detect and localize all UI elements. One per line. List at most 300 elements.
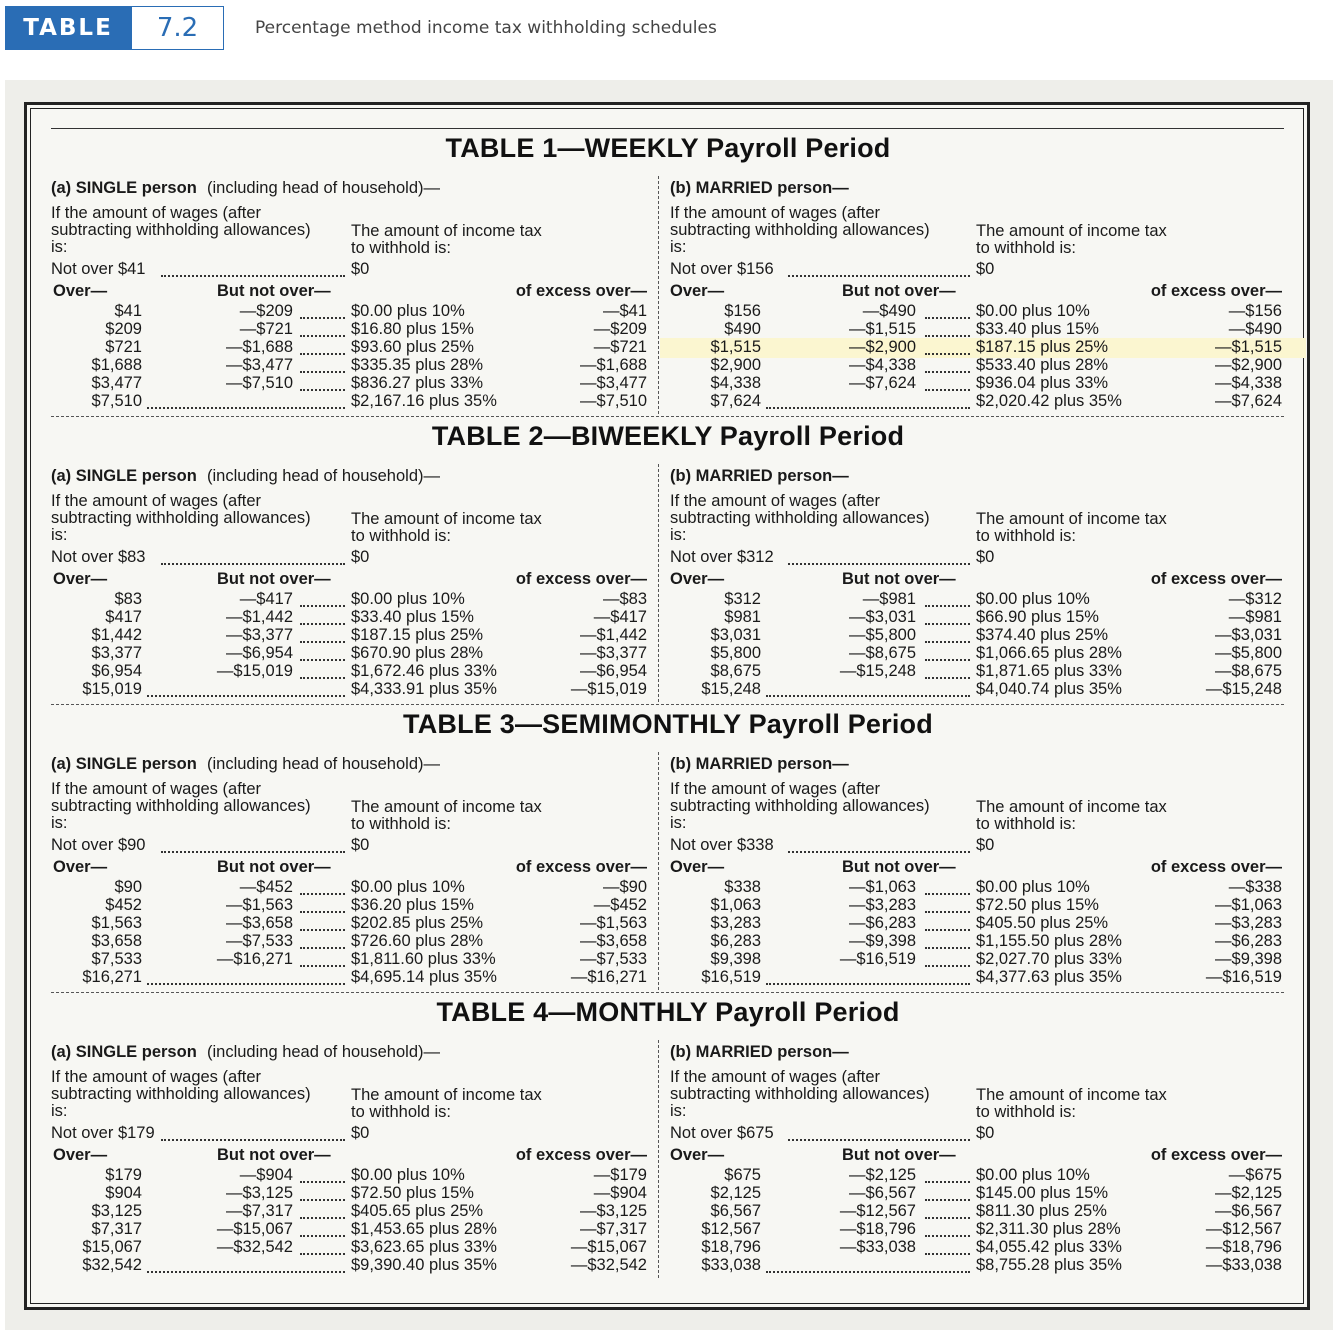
row-but-not-over: —$16,271 <box>216 950 293 968</box>
dot-leader <box>766 983 970 985</box>
row-over: $675 <box>724 1166 761 1184</box>
wages-label: If the amount of wages (after <box>670 780 881 798</box>
dot-leader <box>300 965 345 967</box>
wages-label: If the amount of wages (after <box>51 204 262 222</box>
table-separator <box>51 992 1284 993</box>
row-excess: —$312 <box>1228 590 1282 608</box>
not-over-threshold: Not over $338 <box>670 836 774 854</box>
row-excess: —$156 <box>1228 302 1282 320</box>
dot-leader <box>300 1235 345 1237</box>
column-divider <box>658 464 659 702</box>
wages-label: is: <box>670 526 687 544</box>
row-but-not-over: —$981 <box>862 590 916 608</box>
dot-leader <box>147 407 345 409</box>
row-but-not-over: —$15,019 <box>216 662 293 680</box>
dot-leader <box>925 659 970 661</box>
row-but-not-over: —$6,954 <box>226 644 293 662</box>
dot-leader <box>161 1139 345 1141</box>
dot-leader <box>925 677 970 679</box>
dot-leader <box>925 605 970 607</box>
dot-leader <box>788 563 970 565</box>
row-over: $1,442 <box>91 626 142 644</box>
row-but-not-over: —$3,283 <box>849 896 916 914</box>
table-title: TABLE 2—BIWEEKLY Payroll Period <box>431 421 905 451</box>
row-but-not-over: —$9,398 <box>849 932 916 950</box>
dot-leader <box>925 641 970 643</box>
row-but-not-over: —$7,533 <box>226 932 293 950</box>
row-but-not-over: —$1,563 <box>226 896 293 914</box>
row-over: $16,271 <box>82 968 142 986</box>
row-over: $9,398 <box>710 950 761 968</box>
row-over: $2,125 <box>710 1184 761 1202</box>
not-over-tax: $0 <box>351 1124 370 1142</box>
row-excess: —$18,796 <box>1205 1238 1282 1256</box>
row-tax: $0.00 plus 10% <box>976 1166 1090 1184</box>
row-excess: —$3,031 <box>1215 626 1282 644</box>
dot-leader <box>925 893 970 895</box>
dot-leader <box>300 641 345 643</box>
dot-leader <box>788 1139 970 1141</box>
row-over: $981 <box>724 608 761 626</box>
col-excess-header: of excess over— <box>1150 570 1282 588</box>
row-tax: $0.00 plus 10% <box>351 590 465 608</box>
single-heading: (a) SINGLE person <box>51 179 197 197</box>
row-over: $209 <box>105 320 142 338</box>
row-excess: —$3,477 <box>580 374 647 392</box>
married-heading: (b) MARRIED person— <box>670 179 849 197</box>
row-tax: $1,066.65 plus 28% <box>976 644 1122 662</box>
not-over-tax: $0 <box>976 548 995 566</box>
dot-leader <box>300 1199 345 1201</box>
row-over: $338 <box>724 878 761 896</box>
col-over-header: Over— <box>670 1146 725 1164</box>
column-divider <box>658 1040 659 1278</box>
dot-leader <box>925 371 970 373</box>
table-title: TABLE 3—SEMIMONTHLY Payroll Period <box>403 709 933 739</box>
row-tax: $335.35 plus 28% <box>351 356 484 374</box>
tax-label: The amount of income tax <box>351 798 542 816</box>
row-tax: $0.00 plus 10% <box>351 1166 465 1184</box>
col-but-not-over-header: But not over— <box>842 1146 956 1164</box>
row-over: $16,519 <box>701 968 761 986</box>
wages-label: is: <box>51 814 68 832</box>
row-excess: —$33,038 <box>1205 1256 1282 1274</box>
top-rule <box>51 128 1284 129</box>
col-but-not-over-header: But not over— <box>217 282 331 300</box>
single-heading: (a) SINGLE person <box>51 755 197 773</box>
row-tax: $72.50 plus 15% <box>976 896 1099 914</box>
row-tax: $4,040.74 plus 35% <box>976 680 1122 698</box>
row-tax: $2,167.16 plus 35% <box>351 392 497 410</box>
dot-leader <box>925 1253 970 1255</box>
row-but-not-over: —$5,800 <box>849 626 916 644</box>
wages-label: is: <box>51 1102 68 1120</box>
wages-label: subtracting withholding allowances) <box>670 797 930 815</box>
row-tax: $2,020.42 plus 35% <box>976 392 1122 410</box>
not-over-tax: $0 <box>351 260 370 278</box>
row-over: $1,515 <box>710 338 761 356</box>
col-over-header: Over— <box>53 858 108 876</box>
tax-label: The amount of income tax <box>351 222 542 240</box>
wages-label: subtracting withholding allowances) <box>670 509 930 527</box>
row-excess: —$3,658 <box>580 932 647 950</box>
col-over-header: Over— <box>670 858 725 876</box>
dot-leader <box>925 1199 970 1201</box>
row-but-not-over: —$7,317 <box>226 1202 293 1220</box>
row-tax: $811.30 plus 25% <box>976 1202 1107 1220</box>
tax-label: The amount of income tax <box>351 1086 542 1104</box>
dot-leader <box>161 275 345 277</box>
row-excess: —$721 <box>593 338 647 356</box>
row-but-not-over: —$417 <box>239 590 293 608</box>
col-but-not-over-header: But not over— <box>842 570 956 588</box>
col-excess-header: of excess over— <box>1150 858 1282 876</box>
wages-label: is: <box>670 1102 687 1120</box>
row-over: $179 <box>105 1166 142 1184</box>
dot-leader <box>925 317 970 319</box>
married-heading: (b) MARRIED person— <box>670 1043 849 1061</box>
row-over: $6,283 <box>710 932 761 950</box>
row-excess: —$2,900 <box>1215 356 1282 374</box>
dot-leader <box>161 563 345 565</box>
single-heading-note: (including head of household)— <box>207 467 440 485</box>
row-excess: —$8,675 <box>1215 662 1282 680</box>
wages-label: is: <box>670 238 687 256</box>
col-but-not-over-header: But not over— <box>217 1146 331 1164</box>
row-tax: $1,453.65 plus 28% <box>351 1220 497 1238</box>
row-over: $490 <box>724 320 761 338</box>
row-over: $41 <box>114 302 142 320</box>
dot-leader <box>300 677 345 679</box>
not-over-threshold: Not over $156 <box>670 260 774 278</box>
dot-leader <box>925 353 970 355</box>
row-tax: $0.00 plus 10% <box>351 302 465 320</box>
row-over: $312 <box>724 590 761 608</box>
row-excess: —$3,125 <box>580 1202 647 1220</box>
row-over: $721 <box>105 338 142 356</box>
dot-leader <box>925 389 970 391</box>
row-tax: $187.15 plus 25% <box>976 338 1109 356</box>
wages-label: is: <box>51 238 68 256</box>
row-over: $1,563 <box>91 914 142 932</box>
row-excess: —$179 <box>593 1166 647 1184</box>
row-but-not-over: —$6,283 <box>849 914 916 932</box>
row-excess: —$15,019 <box>570 680 647 698</box>
dot-leader <box>300 623 345 625</box>
column-divider <box>658 176 659 414</box>
tax-label: to withhold is: <box>351 1103 451 1121</box>
tax-label: to withhold is: <box>976 527 1076 545</box>
row-tax: $1,811.60 plus 33% <box>351 950 496 968</box>
row-tax: $1,871.65 plus 33% <box>976 662 1122 680</box>
row-tax: $533.40 plus 28% <box>976 356 1109 374</box>
row-but-not-over: —$1,442 <box>226 608 293 626</box>
row-over: $156 <box>724 302 761 320</box>
row-over: $3,377 <box>91 644 142 662</box>
row-but-not-over: —$209 <box>239 302 293 320</box>
row-excess: —$1,063 <box>1215 896 1282 914</box>
row-but-not-over: —$18,796 <box>839 1220 916 1238</box>
not-over-threshold: Not over $41 <box>51 260 146 278</box>
col-excess-header: of excess over— <box>1150 1146 1282 1164</box>
row-excess: —$3,283 <box>1215 914 1282 932</box>
row-tax: $4,333.91 plus 35% <box>351 680 497 698</box>
table-number: 7.2 <box>131 6 224 50</box>
row-tax: $16.80 plus 15% <box>351 320 474 338</box>
wages-label: If the amount of wages (after <box>670 1068 881 1086</box>
row-tax: $8,755.28 plus 35% <box>976 1256 1122 1274</box>
tax-label: The amount of income tax <box>976 510 1167 528</box>
row-excess: —$6,283 <box>1215 932 1282 950</box>
row-excess: —$338 <box>1228 878 1282 896</box>
row-but-not-over: —$32,542 <box>216 1238 293 1256</box>
row-but-not-over: —$15,067 <box>216 1220 293 1238</box>
col-but-not-over-header: But not over— <box>217 858 331 876</box>
row-tax: $374.40 plus 25% <box>976 626 1109 644</box>
not-over-tax: $0 <box>976 836 995 854</box>
dot-leader <box>925 929 970 931</box>
row-excess: —$90 <box>602 878 647 896</box>
not-over-threshold: Not over $90 <box>51 836 146 854</box>
row-over: $1,063 <box>710 896 761 914</box>
row-excess: —$16,271 <box>570 968 647 986</box>
col-over-header: Over— <box>53 282 108 300</box>
row-tax: $33.40 plus 15% <box>351 608 474 626</box>
row-tax: $836.27 plus 33% <box>351 374 484 392</box>
col-excess-header: of excess over— <box>1150 282 1282 300</box>
row-over: $7,533 <box>91 950 142 968</box>
row-tax: $145.00 plus 15% <box>976 1184 1109 1202</box>
row-excess: —$1,515 <box>1215 338 1282 356</box>
table-separator <box>51 704 1284 705</box>
row-excess: —$15,067 <box>570 1238 647 1256</box>
row-over: $32,542 <box>82 1256 142 1274</box>
row-over: $4,338 <box>710 374 761 392</box>
row-excess: —$6,954 <box>580 662 647 680</box>
dot-leader <box>300 353 345 355</box>
dot-leader <box>925 947 970 949</box>
row-over: $15,248 <box>701 680 761 698</box>
row-but-not-over: —$490 <box>862 302 916 320</box>
row-excess: —$490 <box>1228 320 1282 338</box>
dot-leader <box>161 851 345 853</box>
row-tax: $33.40 plus 15% <box>976 320 1099 338</box>
not-over-tax: $0 <box>351 548 370 566</box>
single-heading: (a) SINGLE person <box>51 467 197 485</box>
row-tax: $93.60 plus 25% <box>351 338 474 356</box>
col-but-not-over-header: But not over— <box>842 858 956 876</box>
wages-label: If the amount of wages (after <box>51 1068 262 1086</box>
row-excess: —$3,377 <box>580 644 647 662</box>
dot-leader <box>788 275 970 277</box>
row-but-not-over: —$3,031 <box>849 608 916 626</box>
row-tax: $0.00 plus 10% <box>976 302 1090 320</box>
row-tax: $726.60 plus 28% <box>351 932 484 950</box>
tax-label: to withhold is: <box>976 1103 1076 1121</box>
wages-label: If the amount of wages (after <box>51 492 262 510</box>
row-over: $2,900 <box>710 356 761 374</box>
table-caption: Percentage method income tax withholding schedules <box>255 18 717 38</box>
row-excess: —$16,519 <box>1205 968 1282 986</box>
row-over: $18,796 <box>701 1238 761 1256</box>
col-excess-header: of excess over— <box>515 570 647 588</box>
col-but-not-over-header: But not over— <box>842 282 956 300</box>
dot-leader <box>925 1235 970 1237</box>
row-excess: —$15,248 <box>1205 680 1282 698</box>
row-over: $3,125 <box>91 1202 142 1220</box>
row-tax: $1,155.50 plus 28% <box>976 932 1122 950</box>
row-tax: $936.04 plus 33% <box>976 374 1109 392</box>
row-excess: —$981 <box>1228 608 1282 626</box>
dot-leader <box>925 911 970 913</box>
row-over: $15,019 <box>82 680 142 698</box>
row-tax: $0.00 plus 10% <box>351 878 465 896</box>
dot-leader <box>925 965 970 967</box>
row-but-not-over: —$904 <box>239 1166 293 1184</box>
row-tax: $187.15 plus 25% <box>351 626 484 644</box>
row-tax: $4,377.63 plus 35% <box>976 968 1122 986</box>
table-title: TABLE 4—MONTHLY Payroll Period <box>436 997 900 1027</box>
row-but-not-over: —$3,658 <box>226 914 293 932</box>
column-divider <box>658 752 659 990</box>
wages-label: If the amount of wages (after <box>670 492 881 510</box>
row-tax: $4,695.14 plus 35% <box>351 968 497 986</box>
wages-label: subtracting withholding allowances) <box>670 221 930 239</box>
dot-leader <box>300 389 345 391</box>
married-heading: (b) MARRIED person— <box>670 467 849 485</box>
row-over: $7,510 <box>91 392 142 410</box>
row-but-not-over: —$1,688 <box>226 338 293 356</box>
dot-leader <box>300 659 345 661</box>
row-but-not-over: —$2,125 <box>849 1166 916 1184</box>
not-over-threshold: Not over $312 <box>670 548 774 566</box>
dot-leader <box>300 1253 345 1255</box>
row-over: $3,658 <box>91 932 142 950</box>
row-excess: —$7,533 <box>580 950 647 968</box>
dot-leader <box>788 851 970 853</box>
dot-leader <box>300 1181 345 1183</box>
row-but-not-over: —$452 <box>239 878 293 896</box>
wages-label: subtracting withholding allowances) <box>51 797 311 815</box>
wages-label: subtracting withholding allowances) <box>51 1085 311 1103</box>
dot-leader <box>925 1217 970 1219</box>
row-over: $452 <box>105 896 142 914</box>
row-but-not-over: —$16,519 <box>839 950 916 968</box>
col-over-header: Over— <box>53 1146 108 1164</box>
row-tax: $670.90 plus 28% <box>351 644 484 662</box>
row-but-not-over: —$4,338 <box>849 356 916 374</box>
tax-label: to withhold is: <box>351 815 451 833</box>
row-excess: —$417 <box>593 608 647 626</box>
row-excess: —$209 <box>593 320 647 338</box>
single-heading: (a) SINGLE person <box>51 1043 197 1061</box>
row-but-not-over: —$3,377 <box>226 626 293 644</box>
dot-leader <box>147 1271 345 1273</box>
row-excess: —$1,688 <box>580 356 647 374</box>
row-but-not-over: —$7,510 <box>226 374 293 392</box>
col-over-header: Over— <box>53 570 108 588</box>
dot-leader <box>147 695 345 697</box>
row-over: $3,031 <box>710 626 761 644</box>
tax-label: to withhold is: <box>976 815 1076 833</box>
dot-leader <box>147 983 345 985</box>
wages-label: subtracting withholding allowances) <box>670 1085 930 1103</box>
row-over: $7,624 <box>710 392 761 410</box>
row-tax: $3,623.65 plus 33% <box>351 1238 497 1256</box>
col-over-header: Over— <box>670 570 725 588</box>
row-excess: —$7,510 <box>580 392 647 410</box>
row-excess: —$6,567 <box>1215 1202 1282 1220</box>
row-but-not-over: —$1,063 <box>849 878 916 896</box>
row-over: $417 <box>105 608 142 626</box>
row-excess: —$2,125 <box>1215 1184 1282 1202</box>
single-heading-note: (including head of household)— <box>207 1043 440 1061</box>
row-but-not-over: —$3,477 <box>226 356 293 374</box>
row-tax: $2,027.70 plus 33% <box>976 950 1122 968</box>
row-but-not-over: —$2,900 <box>849 338 916 356</box>
row-over: $6,954 <box>91 662 142 680</box>
header <box>0 0 1336 70</box>
dot-leader <box>925 623 970 625</box>
wages-label: If the amount of wages (after <box>670 204 881 222</box>
row-excess: —$1,442 <box>580 626 647 644</box>
row-tax: $0.00 plus 10% <box>976 878 1090 896</box>
tax-label: to withhold is: <box>351 527 451 545</box>
row-over: $6,567 <box>710 1202 761 1220</box>
row-tax: $36.20 plus 15% <box>351 896 474 914</box>
table-tag: TABLE <box>5 6 131 50</box>
row-tax: $0.00 plus 10% <box>976 590 1090 608</box>
row-excess: —$9,398 <box>1215 950 1282 968</box>
not-over-threshold: Not over $83 <box>51 548 146 566</box>
dot-leader <box>300 605 345 607</box>
row-over: $90 <box>114 878 142 896</box>
married-heading: (b) MARRIED person— <box>670 755 849 773</box>
dot-leader <box>300 929 345 931</box>
single-heading-note: (including head of household)— <box>207 179 440 197</box>
dot-leader <box>300 911 345 913</box>
row-excess: —$452 <box>593 896 647 914</box>
row-excess: —$904 <box>593 1184 647 1202</box>
tax-label: The amount of income tax <box>976 222 1167 240</box>
dot-leader <box>300 317 345 319</box>
row-excess: —$5,800 <box>1215 644 1282 662</box>
row-but-not-over: —$721 <box>239 320 293 338</box>
row-but-not-over: —$15,248 <box>839 662 916 680</box>
row-but-not-over: —$8,675 <box>849 644 916 662</box>
tax-label: The amount of income tax <box>976 798 1167 816</box>
col-excess-header: of excess over— <box>515 1146 647 1164</box>
row-but-not-over: —$1,515 <box>849 320 916 338</box>
row-excess: —$4,338 <box>1215 374 1282 392</box>
not-over-threshold: Not over $179 <box>51 1124 155 1142</box>
wages-label: is: <box>670 814 687 832</box>
row-excess: —$83 <box>602 590 647 608</box>
row-over: $904 <box>105 1184 142 1202</box>
dot-leader <box>766 695 970 697</box>
row-excess: —$7,624 <box>1215 392 1282 410</box>
row-over: $8,675 <box>710 662 761 680</box>
tax-label: to withhold is: <box>351 239 451 257</box>
row-over: $7,317 <box>91 1220 142 1238</box>
wages-label: If the amount of wages (after <box>51 780 262 798</box>
row-tax: $405.65 plus 25% <box>351 1202 484 1220</box>
row-but-not-over: —$7,624 <box>849 374 916 392</box>
row-over: $5,800 <box>710 644 761 662</box>
dot-leader <box>300 1217 345 1219</box>
tax-label: The amount of income tax <box>351 510 542 528</box>
row-excess: —$32,542 <box>570 1256 647 1274</box>
